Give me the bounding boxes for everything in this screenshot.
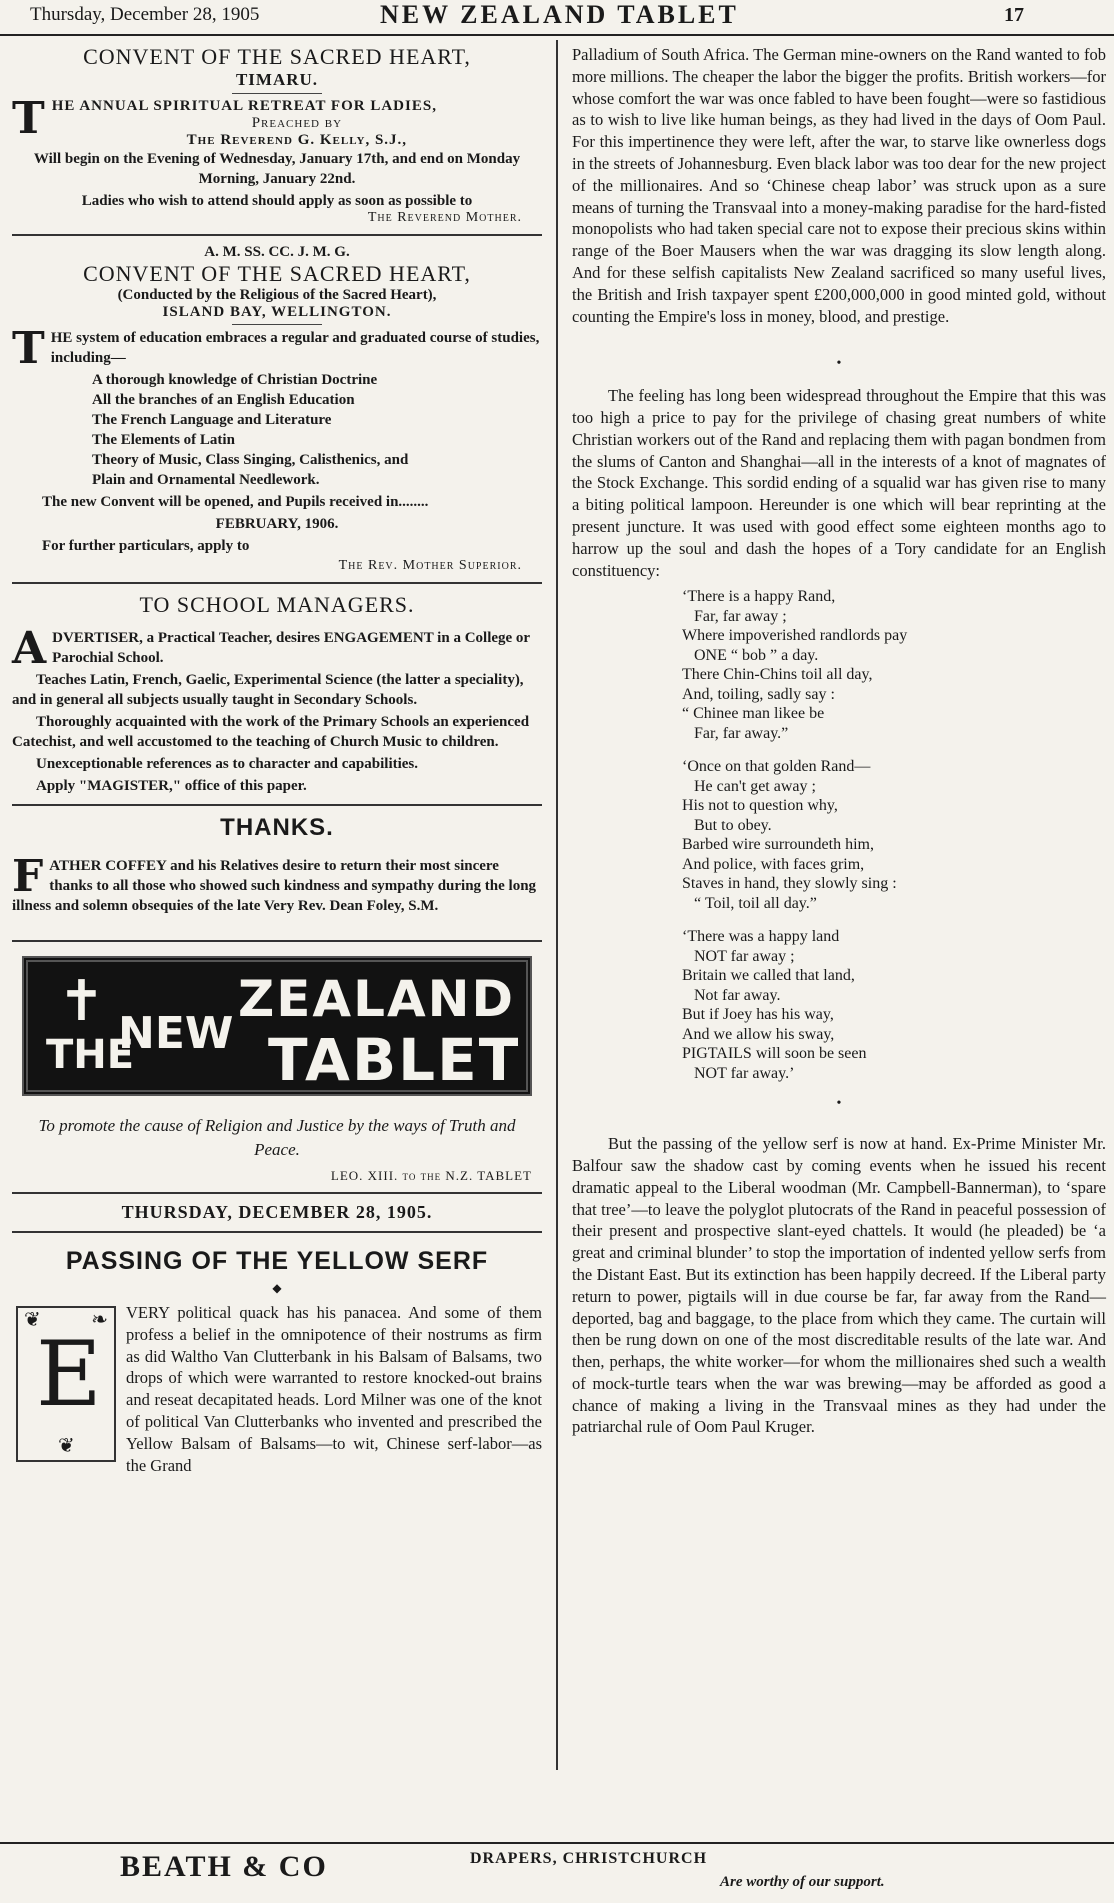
intro-text: HE system of education embraces a regular and graduated course of studies, including— — [50, 330, 540, 366]
poem-line: And, toiling, sadly say : — [682, 685, 835, 703]
article-paragraph: The feeling has long been widespread throughout the Empire that this was too high a price to pay for the privilege of chasing great numbers of white Christian workers out of the Rand and replacing them with pagan bondmen from the slums of Canton and Shanghai—all in the interests of a knot of magnates of the Stock Exchange. This sordid ending of a squalid war has given rise to many a biting political lampoon. Hereunder is one which will bear reprinting at the present juncture. It was used with good effect some eighteen months ago to harrow up the soul and dash the hopes of a Tory candidate for an English constituency: — [572, 386, 1106, 580]
initial-letter: E — [36, 1322, 102, 1427]
drop-cap: T — [12, 323, 45, 374]
logo-tablet: TABLET — [268, 1026, 521, 1094]
initials: A. M. SS. CC. J. M. G. — [204, 244, 350, 260]
poem-line: PIGTAILS will soon be seen — [682, 1045, 867, 1063]
ad-school-managers — [12, 592, 542, 796]
poem-stanza — [682, 757, 1106, 913]
signature: The Reverend Mother. — [367, 210, 522, 225]
ad-line: Teaches Latin, French, Gaelic, Experimental Science (the latter a speciality), and in general all subjects usually taught in Secondary Schools. — [12, 672, 524, 708]
right-column — [572, 44, 1106, 1438]
poem-line: Not far away. — [682, 986, 781, 1004]
motto: To promote the cause of Religion and Justice by the ways of Truth and Peace. — [38, 1116, 516, 1159]
motto-source: LEO. XIII. to the N.Z. TABLET — [330, 1168, 532, 1183]
drop-cap: A — [12, 623, 47, 674]
poem-line: He can't get away ; — [682, 777, 816, 795]
ad-convent-island-bay — [12, 244, 542, 574]
poem-line: But if Joey has his way, — [682, 1006, 834, 1024]
subject-item: The Elements of Latin — [92, 432, 235, 448]
poem-line: But to obey. — [682, 816, 772, 834]
further-text: For further particulars, apply to — [42, 538, 250, 554]
cross-icon: ✝ — [58, 971, 105, 1033]
diamond-icon: ◆ — [272, 1281, 282, 1295]
separator-dot: • — [836, 1096, 842, 1112]
ad-convent-timaru — [12, 44, 542, 226]
poem-stanza — [682, 587, 1106, 743]
footer-advert — [0, 1842, 1114, 1903]
column-divider — [556, 40, 558, 1770]
poem-line: NOT far away.’ — [682, 1064, 795, 1082]
thanks-text: ATHER COFFEY and his Relatives desire to return their most sincere thanks to all those who showed such kindness and sympathy during the long illness and solemn obsequies of the late Very Rev. Dean Foley, S.M. — [12, 858, 537, 914]
article-headline: PASSING OF THE YELLOW SERF — [65, 1247, 489, 1275]
article-paragraph: But the passing of the yellow serf is now at hand. Ex-Prime Minister Mr. Balfour saw the shadow cast by coming events when he issued his recent dramatic appeal to the Liberal woodman (Mr. Campbell-Bannerman), to ‘spare that tree’—to leave the polyglot plutocrats of the Rand in peaceful possession of their present and prospective slant-eyed chattels. It would (he pleaded) be ‘a great and criminal blunder’ to stop the importation of indented yellow serfs from the Distant East. But its extinction has been happily decreed. If the Liberal party return to power, pigtails will in due course be far, far away from the Rand—deported, bag and baggage, to the place from which they came. The curtain will then be rung down on one of the most discreditable results of the late war. And then, perhaps, the white worker—for whom the millionaires shed such a wealth of mock-turtle tears when the war was brewing—may be afforded as good a chance of making a living in the Transvaal mines as they had under the patriarchal rule of Oom Paul Kruger. — [572, 1134, 1106, 1437]
opening-month: FEBRUARY, 1906. — [215, 516, 339, 532]
masthead: NEW ZEALAND TABLET — [380, 0, 739, 29]
flourish-icon: ❧ — [91, 1309, 108, 1331]
subject-item: A thorough knowledge of Christian Doctrine — [92, 372, 378, 388]
poem-line: ‘Once on that golden Rand— — [682, 758, 871, 776]
poem-line: Far, far away.” — [682, 724, 789, 742]
poem-line: ‘There is a happy Rand, — [682, 588, 836, 606]
subject-item: All the branches of an English Education — [92, 392, 355, 408]
poem-line: Britain we called that land, — [682, 967, 855, 985]
opening-text: The new Convent will be opened, and Pupils received in........ — [42, 494, 429, 510]
subject-item: Plain and Ornamental Needlework. — [92, 472, 320, 488]
poem-line: Staves in hand, they slowly sing : — [682, 875, 897, 893]
apply-text: Ladies who wish to attend should apply as soon as possible to — [81, 193, 473, 209]
left-column — [12, 44, 542, 1476]
subject-item: Theory of Music, Class Singing, Calisthenics, and — [92, 452, 409, 468]
conducted-by: (Conducted by the Religious of the Sacred Heart), — [117, 287, 437, 303]
flourish-icon: ❦ — [24, 1309, 41, 1331]
section-divider — [12, 940, 542, 942]
poem-line: NOT far away ; — [682, 947, 795, 965]
drop-cap: F — [12, 851, 44, 902]
signature: The Rev. Mother Superior. — [338, 558, 522, 573]
subject-item: The French Language and Literature — [92, 412, 332, 428]
ad-title: THANKS. — [220, 814, 334, 841]
footer-brand: BEATH & CO — [120, 1850, 328, 1883]
ad-thanks — [12, 814, 542, 916]
ad-line: DVERTISER, a Practical Teacher, desires ENGAGEMENT in a College or Parochial School. — [52, 630, 530, 666]
footer-support: Are worthy of our support. — [720, 1874, 885, 1890]
poem-stanza — [682, 927, 1106, 1083]
ad-line: Thoroughly acquainted with the work of the Primary Schools an experienced Catechist, and well accustomed to the teaching of Church Music to children. — [12, 714, 530, 750]
poem-line: “ Toil, toil all day.” — [682, 894, 817, 912]
section-divider — [12, 1192, 542, 1194]
retreat-dates: Will begin on the Evening of Wednesday, January 17th, and end on Monday Morning, January 22nd. — [33, 151, 521, 187]
article-intro — [12, 1302, 542, 1476]
section-divider — [12, 234, 542, 236]
section-divider — [12, 582, 542, 584]
ad-place: ISLAND BAY, WELLINGTON. — [162, 304, 392, 320]
section-divider — [12, 804, 542, 806]
ornate-initial — [16, 1306, 116, 1462]
newspaper-logo — [22, 956, 532, 1096]
ad-line: Unexceptionable references as to character and capabilities. — [36, 756, 419, 772]
poem — [682, 587, 1106, 1083]
poem-line: Far, far away ; — [682, 607, 787, 625]
ad-title: TO SCHOOL MANAGERS. — [139, 592, 415, 617]
intro-text: VERY political quack has his panacea. And some of them profess a belief in the omnipotence of their nostrums as firm as did Waltho Van Clutterbank in his Balsam of Balsams, two drops of which were warranted to restore knocked-out brains and reseat decapitated heads. Lord Milner was one of the knot of political Van Clutterbanks who invented and prescribed the Yellow Balsam of Balsams—to wit, Chinese serf-labor—as the Grand — [126, 1303, 542, 1475]
separator-dot: • — [836, 356, 842, 372]
poem-line: And police, with faces grim, — [682, 855, 865, 873]
ad-title: CONVENT OF THE SACRED HEART, — [83, 261, 471, 286]
page-header — [0, 0, 1114, 36]
poem-line: ONE “ bob ” a day. — [682, 646, 819, 664]
logo-the: THE — [46, 1032, 135, 1078]
ad-line: Apply "MAGISTER," office of this paper. — [36, 778, 307, 794]
page-number: 17 — [1004, 4, 1024, 26]
divider — [232, 324, 322, 325]
issue-date: THURSDAY, DECEMBER 28, 1905. — [121, 1202, 433, 1222]
poem-line: ‘There was a happy land — [682, 928, 840, 946]
header-date: Thursday, December 28, 1905 — [30, 4, 260, 25]
ad-title: CONVENT OF THE SACRED HEART, — [83, 44, 471, 69]
poem-line: There Chin-Chins toil all day, — [682, 666, 873, 684]
ad-place: TIMARU. — [235, 70, 319, 89]
poem-line: Barbed wire surroundeth him, — [682, 836, 874, 854]
preacher: The Reverend G. Kelly, S.J., — [186, 132, 408, 148]
article-paragraph: Palladium of South Africa. The German mine-owners on the Rand wanted to fob more millions. The cheaper the labor the bigger the profits. British workers—for whose comfort the war was once fabled to have been fought—were so fastidious as to wish to live like human beings, as they had lived in the days of Oom Paul. For this impertinence they were left, after the war, to starve like ownerless dogs in the streets of Johannesburg. Even black labor was too dear for the new project of the millionaires. And so ‘Chinese cheap labor’ was struck upon as a sure means of turning the Transvaal into a money-making paradise for the hard-fisted monopolists who had taken special care not to expose their precious skins within range of the Boer Mausers when the war was dragging its slow length along. And for these selfish capitalists New Zealand sacrificed so many useful lives, the British and Irish taxpayer spent £200,000,000 in good minted gold, without counting the Empire's loss in money, blood, and prestige. — [572, 45, 1106, 326]
section-divider — [12, 1231, 542, 1233]
retreat-heading: HE ANNUAL SPIRITUAL RETREAT FOR LADIES, — [51, 98, 437, 114]
drop-cap: T — [12, 93, 46, 144]
flourish-icon: ❦ — [58, 1435, 75, 1458]
poem-line: His not to question why, — [682, 797, 838, 815]
logo-zealand: ZEALAND — [238, 970, 516, 1028]
divider — [232, 93, 322, 94]
poem-line: “ Chinee man likee be — [682, 705, 825, 723]
preached-by: Preached by — [251, 115, 343, 131]
poem-line: And we allow his sway, — [682, 1025, 835, 1043]
logo-new: NEW — [118, 1008, 234, 1059]
footer-drapers: DRAPERS, CHRISTCHURCH — [470, 1850, 708, 1867]
poem-line: Where impoverished randlords pay — [682, 627, 908, 645]
